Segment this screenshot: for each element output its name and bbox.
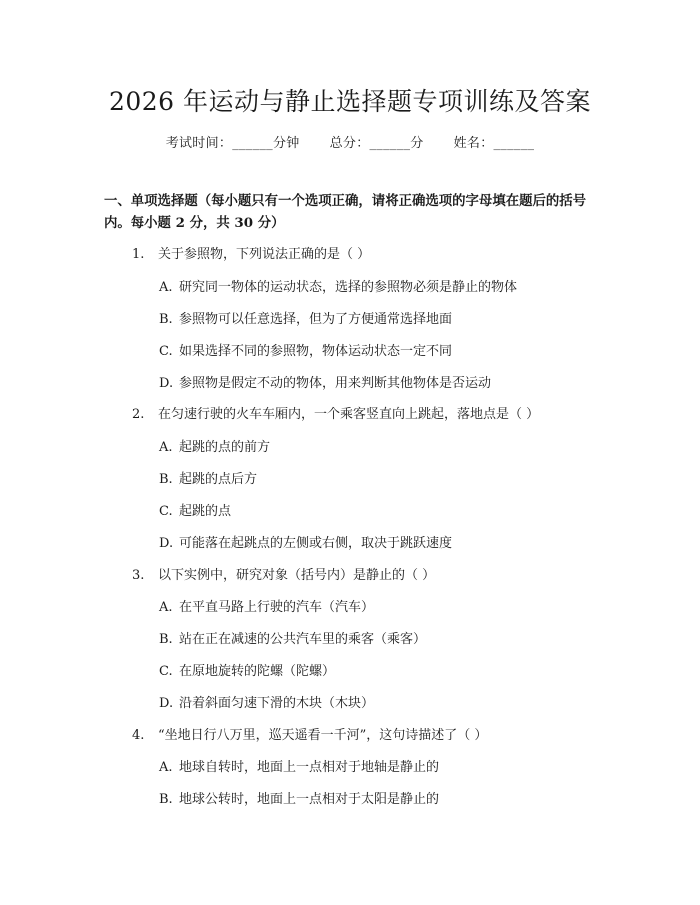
option [159, 660, 335, 679]
option-letter: D. [159, 536, 174, 551]
option-letter: B. [159, 472, 173, 487]
question [132, 243, 370, 262]
question [132, 564, 435, 583]
option-letter: C. [159, 504, 173, 519]
option-text: 可能落在起跳点的左侧或右侧，取决于跳跃速度 [179, 536, 453, 551]
option-text: 站在正在减速的公共汽车里的乘客（乘客） [179, 632, 427, 647]
option [159, 628, 426, 647]
exam-meta [0, 132, 700, 151]
option-letter: A. [159, 760, 173, 775]
option-letter: C. [159, 344, 173, 359]
option-text: 地球自转时，地面上一点相对于地轴是静止的 [179, 760, 440, 775]
question-number: 4. [132, 728, 145, 743]
exam-time: 考试时间：______分钟 [165, 136, 300, 151]
option [159, 340, 452, 359]
option-text: 参照物可以任意选择，但为了方便通常选择地面 [179, 312, 453, 327]
option-letter: D. [159, 696, 174, 711]
option [159, 788, 439, 807]
question-text: 关于参照物，下列说法正确的是（ ） [158, 247, 371, 262]
question-number: 3. [132, 568, 145, 583]
option [159, 468, 257, 487]
option [159, 532, 452, 551]
option-letter: B. [159, 312, 173, 327]
option-letter: D. [159, 376, 174, 391]
option-text: 在平直马路上行驶的汽车（汽车） [179, 600, 375, 615]
option [159, 276, 517, 295]
option-text: 起跳的点的前方 [179, 440, 271, 455]
question-text: “坐地日行八万里，巡天遥看一千河”，这句诗描述了（ ） [158, 728, 488, 743]
question-number: 2. [132, 407, 145, 422]
option-text: 起跳的点后方 [179, 472, 258, 487]
option-letter: A. [159, 440, 173, 455]
option-text: 地球公转时，地面上一点相对于太阳是静止的 [179, 792, 440, 807]
page-title: 2026 年运动与静止选择题专项训练及答案 [108, 87, 592, 116]
option-letter: A. [159, 600, 173, 615]
option-letter: B. [159, 632, 173, 647]
option [159, 756, 439, 775]
question-number: 1. [132, 247, 145, 262]
option-text: 研究同一物体的运动状态，选择的参照物必须是静止的物体 [179, 280, 518, 295]
option-text: 参照物是假定不动的物体，用来判断其他物体是否运动 [179, 376, 492, 391]
option-letter: A. [159, 280, 173, 295]
option-text: 沿着斜面匀速下滑的木块（木块） [179, 696, 375, 711]
option [159, 308, 452, 327]
question-text: 以下实例中，研究对象（括号内）是静止的（ ） [158, 568, 436, 583]
option-letter: B. [159, 792, 173, 807]
option [159, 436, 270, 455]
question [132, 724, 487, 743]
section-heading: 一、单项选择题（每小题只有一个选项正确，请将正确选项的字母填在题后的括号内。每小题 2 分，共 30 分） [104, 193, 587, 231]
question-text: 在匀速行驶的火车车厢内，一个乘客竖直向上跳起，落地点是（ ） [158, 407, 540, 422]
option-text: 如果选择不同的参照物，物体运动状态一定不同 [179, 344, 453, 359]
option [159, 500, 231, 519]
student-name: 姓名：______ [453, 136, 535, 151]
option [159, 692, 374, 711]
question [132, 403, 539, 422]
total-score: 总分：______分 [329, 136, 424, 151]
option [159, 596, 374, 615]
option-text: 起跳的点 [179, 504, 232, 519]
option-letter: C. [159, 664, 173, 679]
option [159, 372, 491, 391]
option-text: 在原地旋转的陀螺（陀螺） [179, 664, 336, 679]
